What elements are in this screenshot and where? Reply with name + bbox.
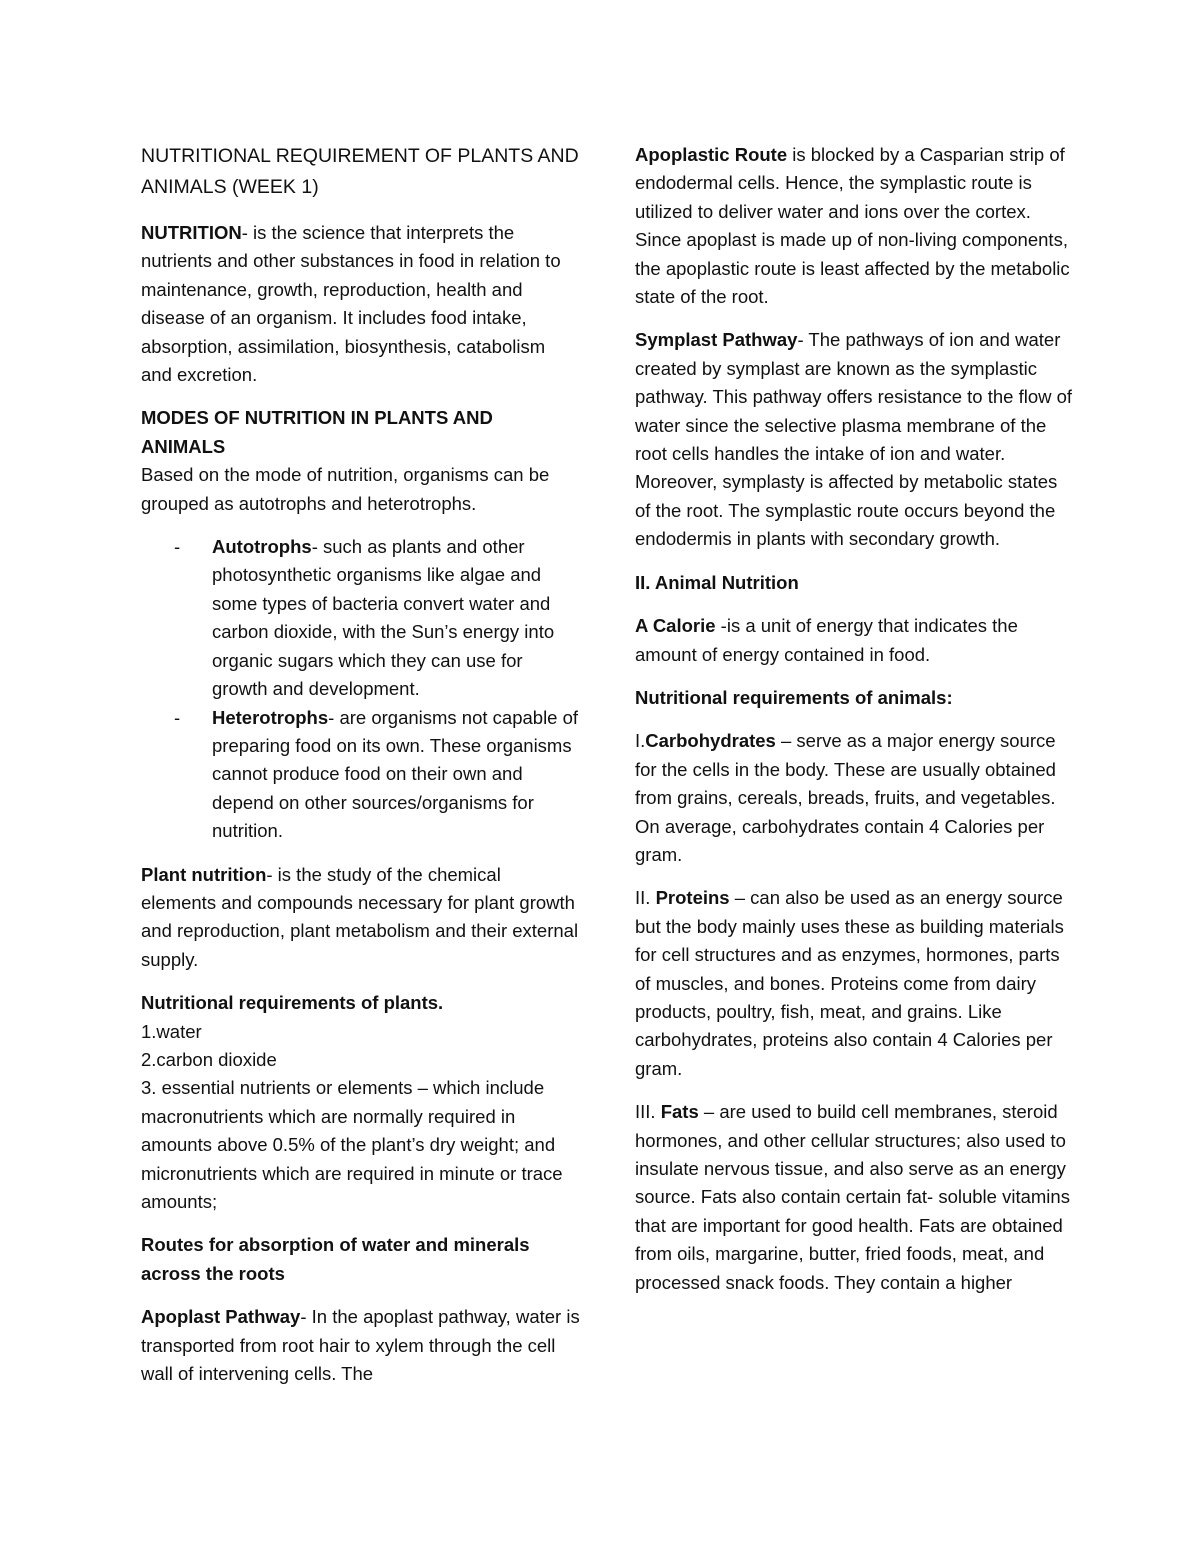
- autotrophs-term: Autotrophs: [212, 536, 312, 558]
- animal-requirements-heading: Nutritional requirements of animals:: [635, 686, 953, 708]
- modes-list: [141, 533, 581, 845]
- proteins-definition: – can also be used as an energy source but the body mainly uses these as building materials for cell structures and as enzymes, hormones, parts of muscles, and bones. Proteins come from dairy products, poultry, fish, meat, and grains. Like carbohydrates, proteins also contain 4 Calories per gram.: [635, 887, 1064, 1079]
- item-number: II.: [635, 887, 656, 909]
- routes-heading: Routes for absorption of water and minerals across the roots: [141, 1234, 530, 1284]
- symplast-definition: - The pathways of ion and water created by symplast are known as the symplastic pathway. This pathway offers resistance to the flow of water since the selective plasma membrane of the root cells handles the intake of ion and water. Moreover, symplasty is affected by metabolic states of the root. The symplastic route occurs beyond the endodermis in plants with secondary growth.: [635, 329, 1073, 550]
- carbohydrates-definition: – serve as a major energy source for the cells in the body. These are usually obtained from grains, cereals, breads, fruits, and vegetables. On average, carbohydrates contain 4 Calories per gram.: [635, 730, 1056, 865]
- fats-paragraph: [635, 1098, 1075, 1297]
- plant-requirement-item: 1.water: [141, 1020, 202, 1042]
- apoplast-term: Apoplast Pathway: [141, 1306, 301, 1328]
- nutrition-definition: - is the science that interprets the nutrients and other substances in food in relation to maintenance, growth, reproduction, health and disease of an organism. It includes food intake, absorption, assimilation, biosynthesis, catabolism and excretion.: [141, 222, 561, 386]
- nutrition-paragraph: [141, 219, 581, 389]
- proteins-term: Proteins: [655, 887, 730, 909]
- plant-nutrition-term: Plant nutrition: [141, 863, 267, 885]
- plant-requirement-item: 3. essential nutrients or elements – which include macronutrients which are normally required in amounts above 0.5% of the plant’s dry weight; and micronutrients which are required in minute or trace amounts;: [141, 1077, 563, 1212]
- list-dash: -: [174, 536, 181, 558]
- right-column: [635, 141, 1075, 1312]
- apoplastic-route-text: is blocked by a Casparian strip of endodermal cells. Hence, the symplastic route is utilized to deliver water and ions over the cortex. Since apoplast is made up of non-living components, the apoplastic route is least affected by the metabolic state of the root.: [635, 144, 1070, 308]
- apoplastic-route-term: Apoplastic Route: [635, 144, 788, 165]
- carbohydrates-term: Carbohydrates: [645, 730, 776, 752]
- autotrophs-definition: - such as plants and other photosynthetic organisms like algae and some types of bacteria convert water and carbon dioxide, with the Sun’s energy into organic sugars which they can use for growth and development.: [212, 536, 555, 700]
- item-number: III.: [635, 1101, 661, 1123]
- plant-nutrition-paragraph: [141, 861, 581, 975]
- list-item-heterotrophs: [141, 704, 581, 846]
- nutrition-term: NUTRITION: [141, 222, 242, 243]
- apoplast-paragraph: [141, 1303, 581, 1388]
- calorie-term: A Calorie: [635, 615, 716, 637]
- fats-definition: – are used to build cell membranes, steroid hormones, and other cellular structures; also used to insulate nervous tissue, and also serve as an energy source. Fats also contain certain fat- soluble vitamins that are important for good health. Fats are obtained from oils, margarine, butter, fried foods, meat, and processed snack foods. They contain a higher: [635, 1101, 1070, 1293]
- apoplastic-route-paragraph: [635, 141, 1075, 311]
- modes-heading: MODES OF NUTRITION IN PLANTS AND ANIMALS: [141, 407, 493, 457]
- list-item-autotrophs: [141, 533, 581, 703]
- calorie-paragraph: [635, 612, 1075, 669]
- fats-term: Fats: [660, 1101, 699, 1123]
- list-dash: -: [174, 706, 181, 728]
- item-number: I.: [635, 730, 646, 752]
- symplast-term: Symplast Pathway: [635, 329, 798, 351]
- plant-requirements-heading: Nutritional requirements of plants.: [141, 992, 444, 1014]
- animal-nutrition-heading: II. Animal Nutrition: [635, 571, 799, 593]
- heterotrophs-definition: - are organisms not capable of preparing food on its own. These organisms cannot produce food on their own and depend on other sources/organisms for nutrition.: [212, 706, 579, 842]
- document-title: NUTRITIONAL REQUIREMENT OF PLANTS AND ANIMALS (WEEK 1): [141, 145, 579, 198]
- left-column: [141, 141, 581, 1403]
- modes-intro: Based on the mode of nutrition, organisms can be grouped as autotrophs and heterotrophs.: [141, 464, 550, 514]
- proteins-paragraph: [635, 884, 1075, 1083]
- calorie-definition: -is a unit of energy that indicates the amount of energy contained in food.: [635, 615, 1018, 665]
- plant-requirement-item: 2.carbon dioxide: [141, 1048, 277, 1070]
- apoplast-definition: - In the apoplast pathway, water is transported from root hair to xylem through the cell wall of intervening cells. The: [141, 1306, 580, 1385]
- symplast-paragraph: [635, 326, 1075, 553]
- carbohydrates-paragraph: [635, 727, 1075, 869]
- heterotrophs-term: Heterotrophs: [212, 706, 329, 728]
- plant-nutrition-definition: - is the study of the chemical elements and compounds necessary for plant growth and reproduction, plant metabolism and their external supply.: [141, 863, 579, 970]
